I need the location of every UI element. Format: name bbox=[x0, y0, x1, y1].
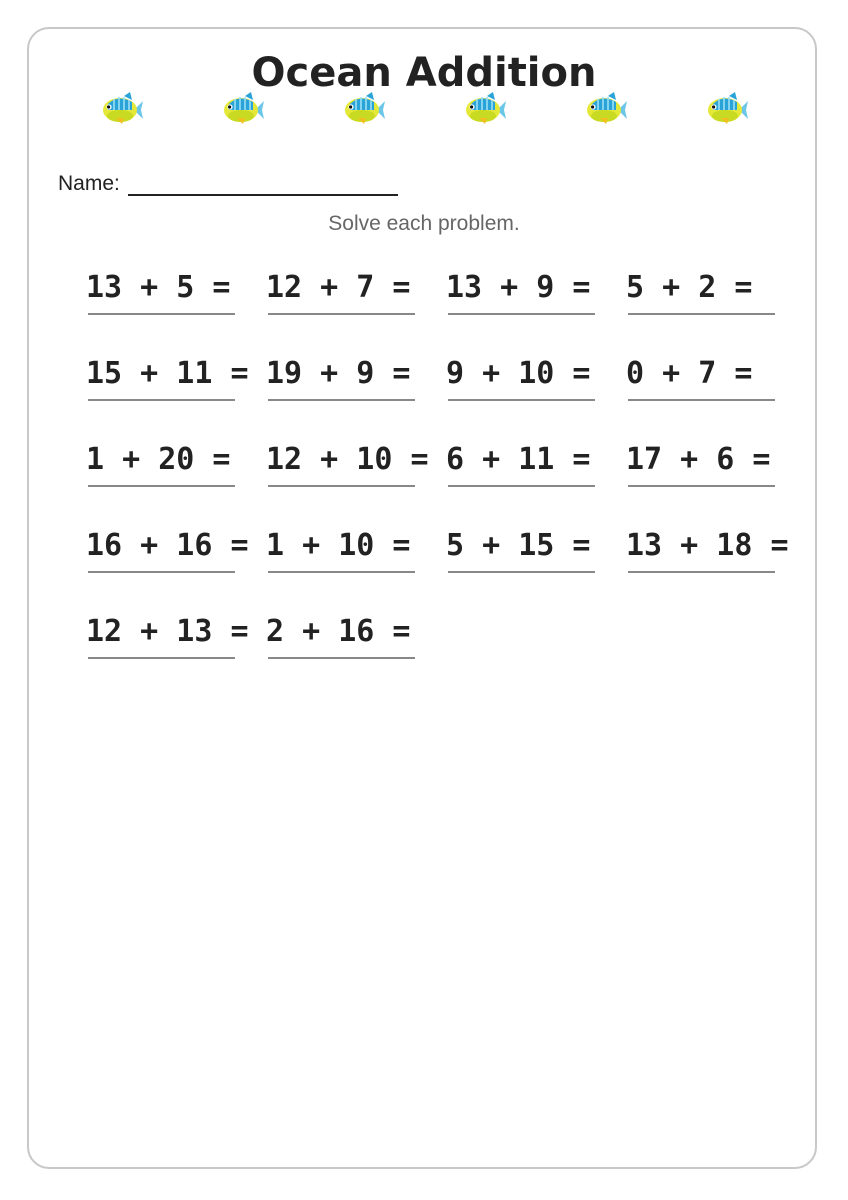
fish-decoration-row bbox=[0, 90, 848, 132]
problem-text: 12 + 7 = bbox=[266, 270, 411, 305]
name-blank-line[interactable] bbox=[128, 172, 398, 196]
problem-text: 12 + 13 = bbox=[86, 614, 249, 649]
answer-line[interactable] bbox=[88, 657, 235, 659]
math-problem bbox=[266, 528, 466, 578]
math-problem bbox=[266, 614, 466, 664]
answer-line[interactable] bbox=[88, 313, 235, 315]
math-problem bbox=[626, 442, 826, 492]
answer-line[interactable] bbox=[448, 399, 595, 401]
answer-line[interactable] bbox=[268, 313, 415, 315]
problem-text: 9 + 10 = bbox=[446, 356, 591, 391]
math-problem bbox=[266, 442, 466, 492]
answer-line[interactable] bbox=[88, 571, 235, 573]
answer-line[interactable] bbox=[268, 571, 415, 573]
math-problem bbox=[266, 270, 466, 320]
instructions-text: Solve each problem. bbox=[328, 212, 520, 235]
worksheet-title: Ocean Addition bbox=[251, 50, 597, 96]
answer-line[interactable] bbox=[268, 485, 415, 487]
tropical-fish-icon bbox=[584, 90, 628, 130]
problem-text: 0 + 7 = bbox=[626, 356, 753, 391]
problem-text: 1 + 10 = bbox=[266, 528, 411, 563]
answer-line[interactable] bbox=[448, 485, 595, 487]
problem-text: 12 + 10 = bbox=[266, 442, 429, 477]
answer-line[interactable] bbox=[268, 399, 415, 401]
answer-line[interactable] bbox=[448, 313, 595, 315]
math-problem bbox=[86, 528, 286, 578]
name-label: Name: bbox=[58, 172, 120, 195]
answer-line[interactable] bbox=[628, 313, 775, 315]
problem-text: 5 + 15 = bbox=[446, 528, 591, 563]
tropical-fish-icon bbox=[463, 90, 507, 130]
answer-line[interactable] bbox=[88, 399, 235, 401]
math-problem bbox=[86, 442, 286, 492]
math-problem bbox=[86, 270, 286, 320]
problem-text: 15 + 11 = bbox=[86, 356, 249, 391]
tropical-fish-icon bbox=[100, 90, 144, 130]
answer-line[interactable] bbox=[88, 485, 235, 487]
problem-text: 5 + 2 = bbox=[626, 270, 753, 305]
tropical-fish-icon bbox=[221, 90, 265, 130]
math-problem bbox=[626, 270, 826, 320]
math-problem bbox=[446, 528, 646, 578]
answer-line[interactable] bbox=[628, 399, 775, 401]
problem-text: 1 + 20 = bbox=[86, 442, 231, 477]
worksheet-frame bbox=[27, 27, 817, 1169]
math-problem bbox=[266, 356, 466, 406]
answer-line[interactable] bbox=[628, 571, 775, 573]
problem-text: 6 + 11 = bbox=[446, 442, 591, 477]
problem-text: 13 + 9 = bbox=[446, 270, 591, 305]
math-problem bbox=[446, 356, 646, 406]
problem-text: 13 + 5 = bbox=[86, 270, 231, 305]
tropical-fish-icon bbox=[342, 90, 386, 130]
math-problem bbox=[446, 442, 646, 492]
problem-text: 17 + 6 = bbox=[626, 442, 771, 477]
answer-line[interactable] bbox=[448, 571, 595, 573]
math-problem bbox=[86, 614, 286, 664]
problem-text: 16 + 16 = bbox=[86, 528, 249, 563]
math-problem bbox=[626, 528, 826, 578]
name-field[interactable] bbox=[58, 172, 398, 196]
tropical-fish-icon bbox=[705, 90, 749, 130]
problem-text: 2 + 16 = bbox=[266, 614, 411, 649]
math-problem bbox=[86, 356, 286, 406]
problem-text: 19 + 9 = bbox=[266, 356, 411, 391]
problem-text: 13 + 18 = bbox=[626, 528, 789, 563]
math-problem bbox=[626, 356, 826, 406]
answer-line[interactable] bbox=[628, 485, 775, 487]
math-problem bbox=[446, 270, 646, 320]
answer-line[interactable] bbox=[268, 657, 415, 659]
